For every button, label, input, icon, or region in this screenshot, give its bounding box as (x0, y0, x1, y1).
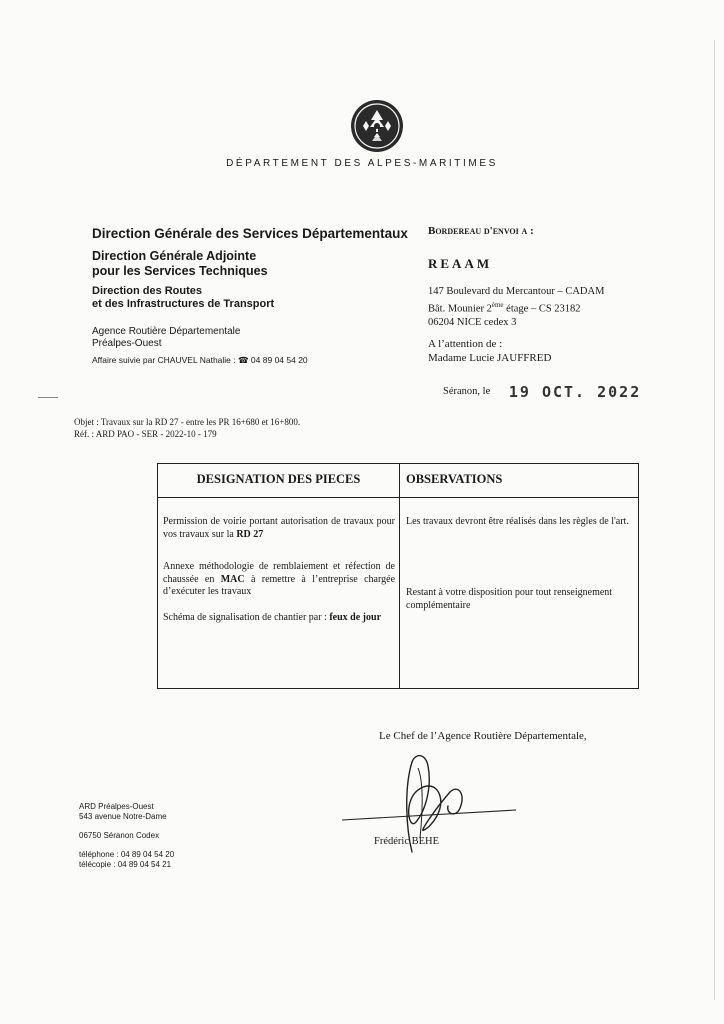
department-name: DÉPARTEMENT DES ALPES-MARITIMES (226, 158, 498, 169)
header-observations: OBSERVATIONS (406, 472, 503, 486)
affaire-suivie: Affaire suivie par CHAUVEL Nathalie : ☎ 04 89 04 54 20 (92, 355, 308, 365)
agence-line2: Préalpes-Ouest (92, 338, 162, 349)
piece-annexe (163, 561, 395, 599)
piece-schema (163, 612, 395, 625)
objet-block (74, 417, 300, 440)
department-logo (349, 98, 405, 154)
footer-fax: télécopie : 04 89 04 54 21 (79, 860, 172, 869)
date-line (443, 380, 642, 401)
signatory-title: Le Chef de l’Agence Routière Départementale, (379, 730, 587, 742)
piece-permission-road: RD 27 (236, 528, 264, 540)
direction-routes-line2: et des Infrastructures de Transport (92, 298, 275, 310)
bordereau-heading: Bordereau d'envoi a : (428, 225, 534, 237)
piece-schema-bold: feux de jour (329, 612, 382, 623)
address-line3: 06204 NICE cedex 3 (428, 316, 517, 328)
attention-label: A l’attention de : (428, 338, 503, 350)
direction-routes-line1: Direction des Routes (92, 285, 203, 297)
address-line2-pre: Bât. Mounier 2 (428, 303, 492, 314)
address-line2 (428, 299, 604, 316)
reference-line: Réf. : ARD PAO - SER - 2022-10 - 179 (74, 428, 217, 439)
footer-line3: 06750 Séranon Codex (79, 831, 160, 840)
agence-routiere (92, 326, 240, 350)
table-header-divider (158, 497, 638, 498)
observation-disposition: Restant à votre disposition pour tout renseignement complémentaire (406, 587, 613, 611)
footer-phone: téléphone : 04 89 04 54 20 (79, 850, 175, 859)
recipient-name: REAAM (428, 256, 493, 271)
footer-line2: 543 avenue Notre-Dame (79, 812, 167, 821)
direction-routes (92, 285, 274, 311)
direction-adjointe-line2: pour les Services Techniques (92, 264, 268, 278)
address-line1: 147 Boulevard du Mercantour – CADAM (428, 286, 605, 297)
address-line2-post: étage – CS 23182 (503, 303, 581, 314)
piece-schema-pre: Schéma de signalisation de chantier par : (163, 612, 330, 623)
address-line2-sup: ème (491, 300, 504, 309)
agence-line1: Agence Routière Départementale (92, 326, 241, 337)
attention-block (428, 337, 551, 365)
date-prefix: Séranon, le (443, 386, 491, 397)
direction-adjointe (92, 249, 268, 279)
footer-address (79, 802, 174, 870)
header-designation: DESIGNATION DES PIECES (196, 472, 361, 486)
footer-line1: ARD Préalpes-Ouest (79, 802, 154, 811)
piece-annexe-post: à remettre à l’entreprise chargée d’exécuter les travaux (163, 573, 396, 597)
attention-name: Madame Lucie JAUFFRED (428, 352, 552, 364)
signatory-name: Frédéric BEHE (374, 836, 440, 847)
observation-regles: Les travaux devront être réalisés dans les règles de l'art. (406, 516, 629, 527)
piece-annexe-bold: MAC (220, 573, 245, 585)
pieces-table (157, 463, 639, 689)
piece-permission (163, 516, 395, 541)
objet-line: Objet : Travaux sur la RD 27 - entre les PR 16+680 et 16+800. (74, 417, 301, 427)
direction-adjointe-line1: Direction Générale Adjointe (92, 249, 257, 263)
date-stamp: 19 OCT. 2022 (508, 383, 642, 401)
fold-mark (38, 397, 58, 398)
recipient-address (428, 285, 604, 329)
direction-generale: Direction Générale des Services Départementaux (92, 226, 408, 241)
page-edge-line (714, 40, 715, 1000)
piece-permission-text: Permission de voirie portant autorisation de travaux pour vos travaux sur la (163, 516, 395, 540)
piece-annexe-pre: Annexe méthodologie de remblaiement et réfection de chaussée en (163, 561, 395, 585)
